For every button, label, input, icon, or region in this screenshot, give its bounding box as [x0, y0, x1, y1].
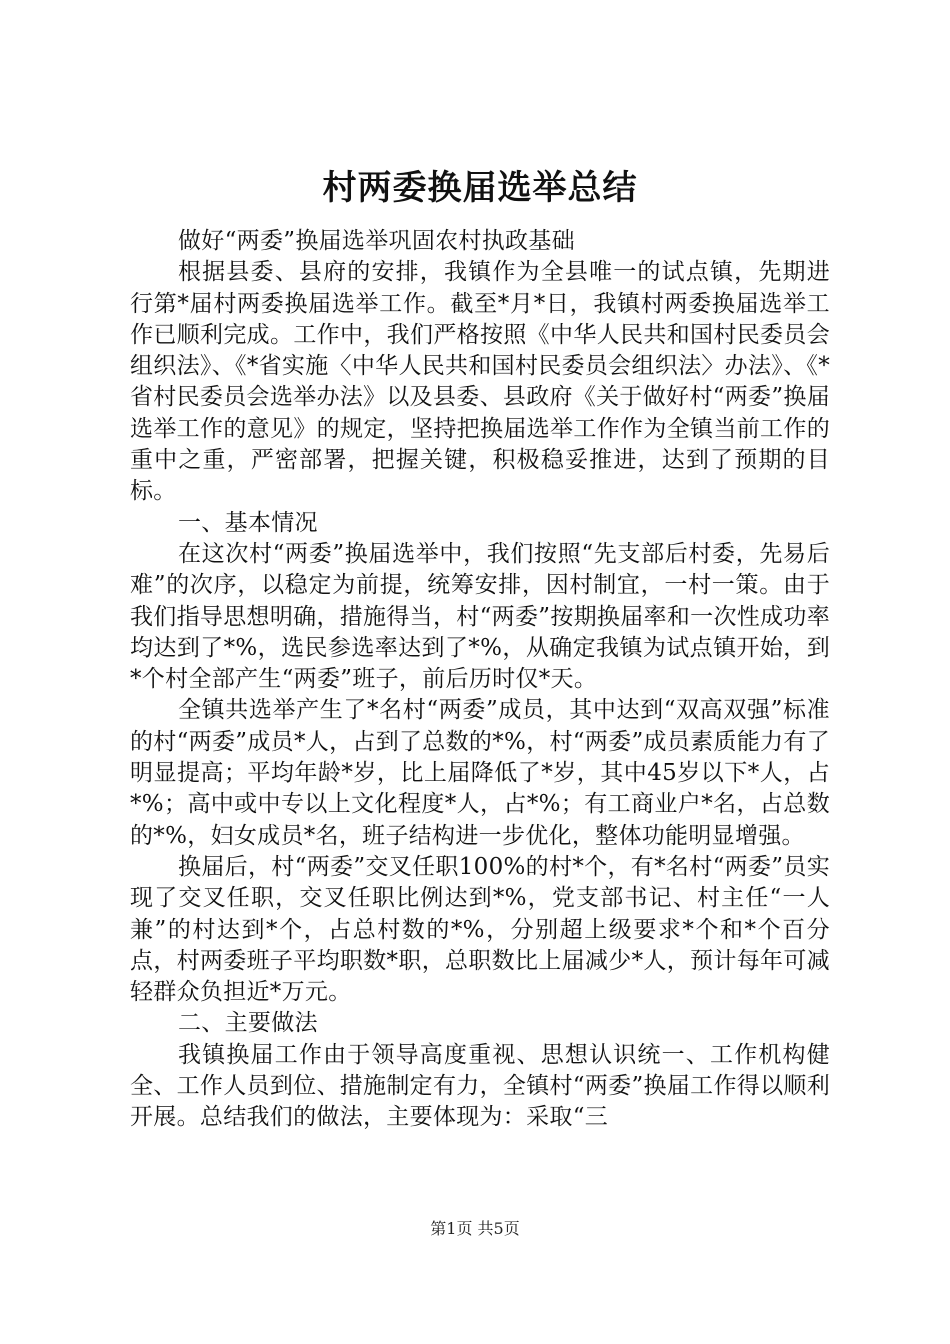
- document-title: 村两委换届选举总结: [322, 168, 638, 208]
- page-indicator: 第1页 共5页: [430, 1219, 520, 1238]
- body-paragraph: 换届后，村“两委”交叉任职100%的村*个，有*名村“两委”员实现了交叉任职，交叉任职比例达到*%，党支部书记、村主任“一人兼”的村达到*个，占总村数的*%，分别超上级要求*个和*个百分点，村两委班子平均职数*职，总职数比上届减少*人，预计每年可减轻群众负担近*万元。: [130, 853, 830, 1006]
- intro-paragraph: 根据县委、县府的安排，我镇作为全县唯一的试点镇，先期进行第*届村两委换届选举工作。截至*月*日，我镇村两委换届选举工作已顺利完成。工作中，我们严格按照《中华人民共和国村民委员会组织法》、《*省实施〈中华人民共和国村民委员会组织法〉办法》、《*省村民委员会选举办法》以及县委、县政府《关于做好村“两委”换届选举工作的意见》的规定，坚持把换届选举工作作为全镇当前工作的重中之重，严密部署，把握关键，积极稳妥推进，达到了预期的目标。: [130, 259, 830, 505]
- section-heading-basic: 一、基本情况: [178, 509, 318, 536]
- body-paragraph: 全镇共选举产生了*名村“两委”成员，其中达到“双高双强”标准的村“两委”成员*人，占到了总数的*%，村“两委”成员素质能力有了明显提高；平均年龄*岁，比上届降低了*岁，其中45岁以下*人，占*%；高中或中专以上文化程度*人，占*%；有工商业户*名，占总数的*%，妇女成员*名，班子结构进一步优化，整体功能明显增强。: [130, 697, 830, 849]
- subtitle-paragraph: 做好“两委”换届选举巩固农村执政基础: [178, 228, 575, 254]
- body-paragraph: 在这次村“两委”换届选举中，我们按照“先支部后村委，先易后难”的次序，以稳定为前提，统筹安排，因村制宜，一村一策。由于我们指导思想明确，措施得当，村“两委”按期换届率和一次性成功率均达到了*%，选民参选率达到了*%，从确定我镇为试点镇开始，到*个村全部产生“两委”班子，前后历时仅*天。: [130, 540, 830, 693]
- page-footer: [0, 1216, 950, 1239]
- document-page: [130, 160, 830, 1134]
- section-heading-methods: 二、主要做法: [178, 1010, 318, 1037]
- body-paragraph: 我镇换届工作由于领导高度重视、思想认识统一、工作机构健全、工作人员到位、措施制定有力，全镇村“两委”换届工作得以顺利开展。总结我们的做法，主要体现为：采取“三: [130, 1041, 830, 1131]
